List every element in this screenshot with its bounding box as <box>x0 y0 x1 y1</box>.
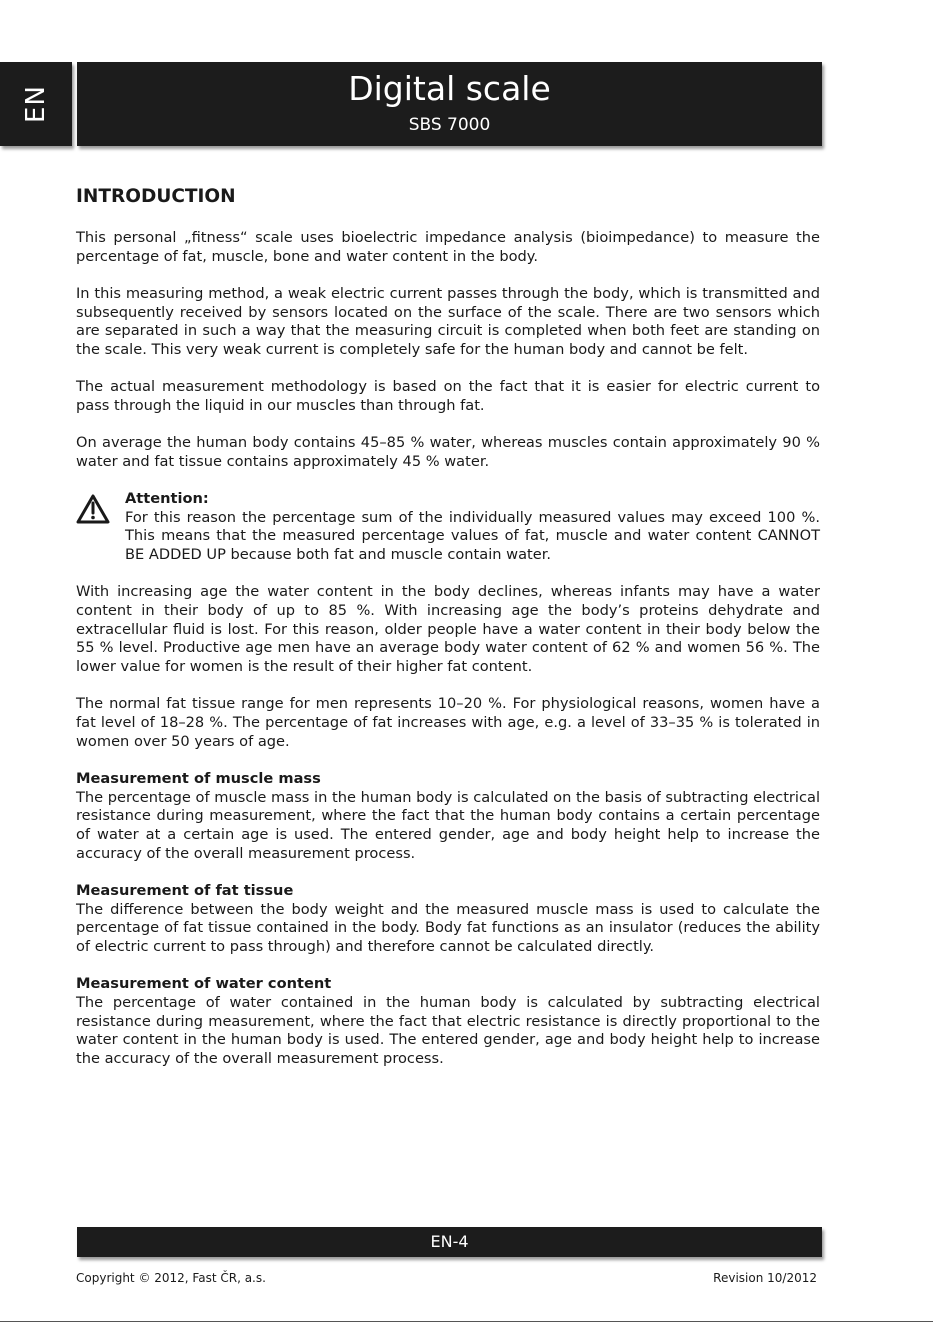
attention-note <box>76 490 820 565</box>
language-label: EN <box>21 85 51 123</box>
attention-heading: Attention: <box>125 490 209 508</box>
paragraph: This personal „fitness“ scale uses bioelectric impedance analysis (bioimpedance) to measure the percentage of fat, muscle, bone and water content in the body. <box>76 229 820 265</box>
revision-text: Revision 10/2012 <box>713 1271 817 1285</box>
section-text: The percentage of muscle mass in the human body is calculated on the basis of subtracting electrical resistance during measurement, where the fact that the human body contains a certain percentage of water at a certain age is used. The entered gender, age and body height help to increase the accuracy of the overall measurement process. <box>76 788 820 862</box>
section-text: The difference between the body weight and the measured muscle mass is used to calculate the percentage of fat tissue contained in the body. Body fat functions as an insulator (reduces the ability of electric current to pass through) and therefore cannot be calculated directly. <box>76 900 820 956</box>
section-text: The percentage of water contained in the human body is calculated by subtracting electrical resistance during measurement, where the fact that electric resistance is directly proportional to the water content in the human body is used. The entered gender, age and body height help to increase the accuracy of the overall measurement process. <box>76 994 820 1068</box>
bottom-divider <box>0 1321 933 1322</box>
page-number-bar <box>77 1227 822 1257</box>
attention-text: For this reason the percentage sum of the individually measured values may exceed 100 %. This means that the measured percentage values of fat, muscle and water content CANNOT BE ADDED UP because both fat and muscle contain water. <box>125 508 820 564</box>
section-heading: Measurement of water content <box>76 975 332 993</box>
paragraph: The normal fat tissue range for men represents 10–20 %. For physiological reasons, women have a fat level of 18–28 %. The percentage of fat increases with age, e.g. a level of 33–35 % is tolerated in women over 50 years of age. <box>76 695 820 750</box>
paragraph: On average the human body contains 45–85 % water, whereas muscles contain approximately 90 % water and fat tissue contains approximately 45 % water. <box>76 434 820 470</box>
warning-triangle-icon <box>76 494 110 524</box>
page-number: EN-4 <box>430 1232 469 1251</box>
page-title: Digital scale <box>348 69 551 108</box>
section-muscle-mass <box>76 770 820 864</box>
paragraph: In this measuring method, a weak electric current passes through the body, which is transmitted and subsequently received by sensors located on the surface of the scale. There are two sensors which are separated in such a way that the measuring circuit is completed when both feet are standing on the scale. This very weak current is completely safe for the human body and cannot be felt. <box>76 284 820 359</box>
paragraph: The actual measurement methodology is based on the fact that it is easier for electric current to pass through the liquid in our muscles than through fat. <box>76 378 820 414</box>
section-heading-introduction: INTRODUCTION <box>76 186 236 207</box>
section-water-content <box>76 975 820 1069</box>
copyright-text: Copyright © 2012, Fast ČR, a.s. <box>76 1271 266 1285</box>
language-tab <box>0 62 72 146</box>
section-heading: Measurement of muscle mass <box>76 769 321 787</box>
main-content <box>76 185 820 1087</box>
section-heading: Measurement of fat tissue <box>76 881 294 899</box>
model-subtitle: SBS 7000 <box>408 115 491 135</box>
header-bar <box>77 62 822 146</box>
section-fat-tissue <box>76 882 820 957</box>
paragraph: With increasing age the water content in the body declines, whereas infants may have a water content in their body of up to 85 %. With increasing age the body’s proteins dehydrate and extracellular fluid is lost. For this reason, older people have a water content in their body below the 55 % level. Productive age men have an average body water content of 62 % and women 56 %. The lower value for women is the result of their higher fat content. <box>76 583 820 676</box>
